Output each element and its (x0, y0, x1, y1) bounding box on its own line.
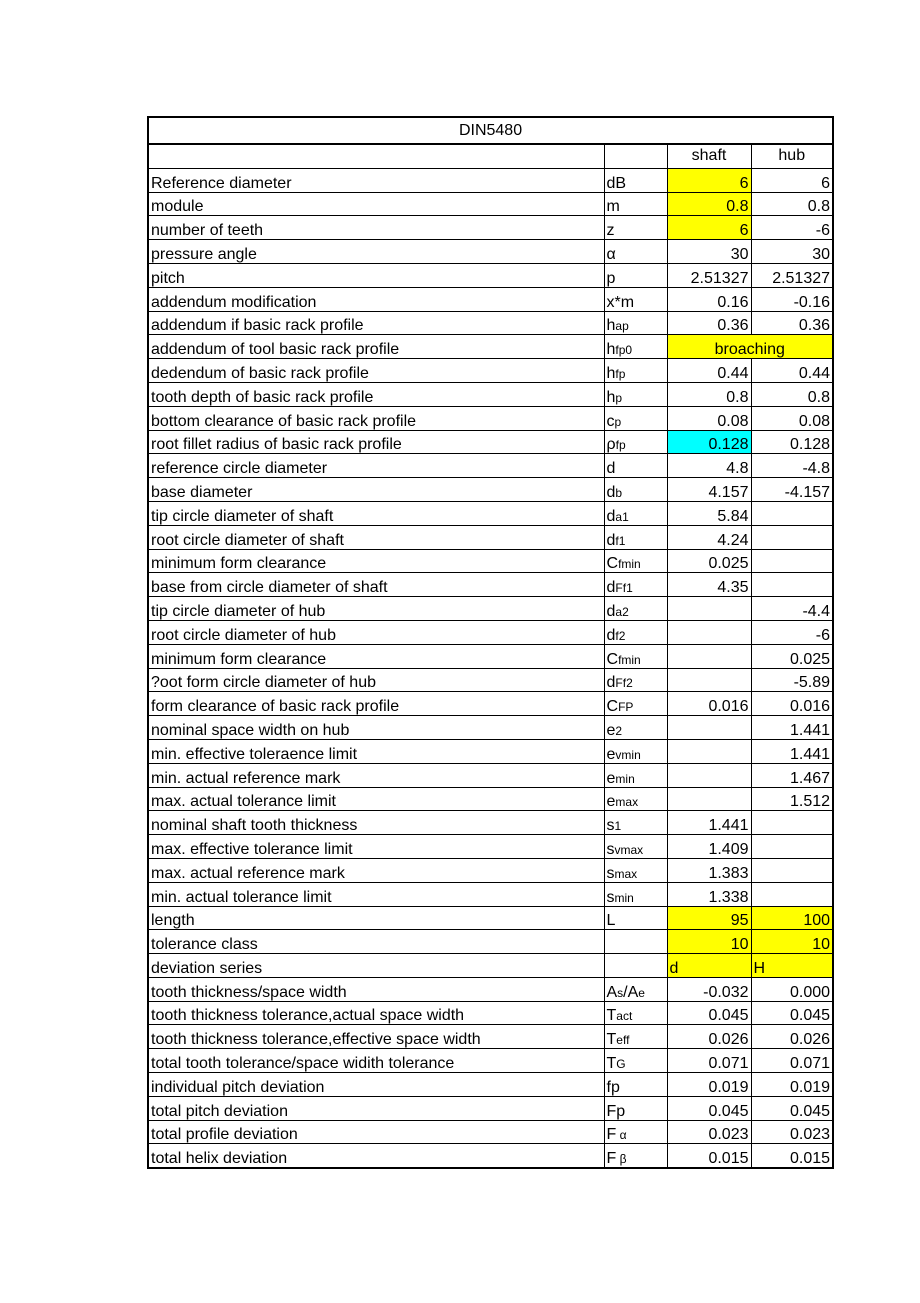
symbol-subscript: e (638, 985, 645, 1000)
hub-value[interactable]: 0.8 (751, 382, 833, 406)
shaft-value[interactable]: 30 (667, 240, 751, 264)
symbol-subscript: vmin (615, 747, 641, 762)
symbol-text: d (606, 626, 616, 644)
parameter-symbol[interactable] (604, 1096, 667, 1120)
parameter-name[interactable]: min. actual reference mark (148, 763, 604, 787)
parameter-symbol[interactable] (604, 359, 667, 383)
parameter-symbol[interactable] (604, 192, 667, 216)
shaft-value[interactable] (667, 644, 751, 668)
parameter-name[interactable]: tooth thickness/space width (148, 977, 604, 1001)
symbol-text: h (606, 364, 616, 382)
symbol-subscript: fp (615, 438, 626, 453)
parameter-symbol[interactable] (604, 1073, 667, 1097)
parameter-symbol[interactable] (604, 597, 667, 621)
parameter-name[interactable]: total pitch deviation (148, 1096, 604, 1120)
parameter-symbol[interactable] (604, 977, 667, 1001)
symbol-subscript: fp (615, 366, 626, 381)
table-row (148, 763, 833, 787)
hub-value[interactable]: H (751, 954, 833, 978)
hub-value[interactable]: 0.026 (751, 1025, 833, 1049)
parameter-name[interactable]: tooth depth of basic rack profile (148, 382, 604, 406)
parameter-symbol[interactable] (604, 263, 667, 287)
shaft-value[interactable]: 0.023 (667, 1120, 751, 1144)
header-hub[interactable]: hub (751, 144, 833, 168)
parameter-name[interactable]: length (148, 906, 604, 930)
shaft-value[interactable]: d (667, 954, 751, 978)
shaft-value[interactable] (667, 716, 751, 740)
shaft-value[interactable]: 0.16 (667, 287, 751, 311)
parameter-symbol[interactable] (604, 1049, 667, 1073)
parameter-symbol[interactable] (604, 858, 667, 882)
symbol-subscript: ap (615, 319, 629, 334)
parameter-name[interactable]: tip circle diameter of shaft (148, 501, 604, 525)
parameter-symbol[interactable] (604, 287, 667, 311)
parameter-symbol[interactable] (604, 811, 667, 835)
shaft-value[interactable]: 0.8 (667, 192, 751, 216)
hub-value[interactable]: 0.000 (751, 977, 833, 1001)
table-row (148, 644, 833, 668)
symbol-subscript: min (614, 890, 634, 905)
parameter-symbol[interactable] (604, 168, 667, 192)
shaft-value[interactable]: 0.8 (667, 382, 751, 406)
shaft-value[interactable]: 0.36 (667, 311, 751, 335)
table-row (148, 882, 833, 906)
shaft-value[interactable]: 0.08 (667, 406, 751, 430)
shaft-value[interactable]: 1.338 (667, 882, 751, 906)
parameter-symbol[interactable] (604, 216, 667, 240)
hub-value[interactable] (751, 573, 833, 597)
hub-value[interactable] (751, 549, 833, 573)
symbol-text: F (606, 1126, 617, 1144)
table-row (148, 240, 833, 264)
table-row (148, 1049, 833, 1073)
table-row (148, 811, 833, 835)
parameter-symbol[interactable] (604, 311, 667, 335)
parameter-symbol[interactable] (604, 930, 667, 954)
hub-value[interactable]: -4.4 (751, 597, 833, 621)
symbol-subscript: b (615, 485, 623, 500)
table-row (148, 835, 833, 859)
symbol-text: Fp (606, 1102, 626, 1120)
symbol-subscript: s (617, 985, 624, 1000)
parameter-symbol[interactable] (604, 525, 667, 549)
hub-value[interactable] (751, 835, 833, 859)
symbol-text: T (606, 1031, 617, 1049)
symbol-subscript: min (615, 771, 635, 786)
symbol-subscript: vmax (614, 842, 644, 857)
parameter-name[interactable]: nominal space width on hub (148, 716, 604, 740)
shaft-value[interactable]: 1.383 (667, 858, 751, 882)
table-row (148, 525, 833, 549)
shaft-value[interactable] (667, 620, 751, 644)
hub-value[interactable]: 10 (751, 930, 833, 954)
parameter-symbol[interactable] (604, 549, 667, 573)
shaft-value[interactable] (667, 787, 751, 811)
parameter-symbol[interactable] (604, 335, 667, 359)
symbol-text: e (606, 793, 616, 811)
symbol-subscript: max (615, 795, 639, 810)
shaft-value[interactable]: 0.025 (667, 549, 751, 573)
table-row (148, 359, 833, 383)
symbol-text: A (606, 983, 618, 1001)
title-row (148, 117, 833, 144)
symbol-text: d (606, 602, 616, 620)
symbol-text: h (606, 317, 616, 335)
hub-value[interactable]: 0.023 (751, 1120, 833, 1144)
hub-value[interactable] (751, 501, 833, 525)
symbol-text: C (606, 698, 619, 716)
hub-value[interactable]: 0.071 (751, 1049, 833, 1073)
hub-value[interactable]: 2.51327 (751, 263, 833, 287)
symbol-text: fp (606, 1078, 620, 1096)
table-row (148, 382, 833, 406)
hub-value[interactable]: 0.045 (751, 1096, 833, 1120)
parameter-symbol[interactable] (604, 882, 667, 906)
shaft-value[interactable]: 5.84 (667, 501, 751, 525)
hub-value[interactable] (751, 525, 833, 549)
symbol-text: x*m (606, 293, 635, 311)
parameter-symbol[interactable] (604, 1001, 667, 1025)
parameter-name[interactable]: minimum form clearance (148, 644, 604, 668)
table-row (148, 977, 833, 1001)
shaft-value[interactable]: 0.019 (667, 1073, 751, 1097)
hub-value[interactable]: 1.441 (751, 716, 833, 740)
table-row (148, 263, 833, 287)
symbol-subscript: p (615, 390, 623, 405)
symbol-subscript: fmin (618, 557, 641, 572)
hub-value[interactable]: 1.512 (751, 787, 833, 811)
hub-value[interactable]: -6 (751, 620, 833, 644)
parameter-symbol[interactable] (604, 454, 667, 478)
parameter-symbol[interactable] (604, 478, 667, 502)
shaft-value[interactable]: 2.51327 (667, 263, 751, 287)
parameter-name[interactable]: individual pitch deviation (148, 1073, 604, 1097)
symbol-text: α (606, 245, 616, 263)
shaft-value[interactable]: 0.045 (667, 1001, 751, 1025)
hub-value[interactable]: 0.8 (751, 192, 833, 216)
table-row (148, 192, 833, 216)
symbol-subscript: a2 (615, 604, 629, 619)
symbol-text: z (606, 222, 615, 240)
hub-value[interactable]: -4.8 (751, 454, 833, 478)
symbol-subscript: G (616, 1057, 626, 1072)
shaft-value[interactable] (667, 597, 751, 621)
parameter-name[interactable]: root circle diameter of hub (148, 620, 604, 644)
parameter-symbol[interactable] (604, 573, 667, 597)
shaft-value[interactable]: 95 (667, 906, 751, 930)
shaft-value[interactable]: 0.071 (667, 1049, 751, 1073)
parameter-name[interactable]: root circle diameter of shaft (148, 525, 604, 549)
shaft-value[interactable]: 0.128 (667, 430, 751, 454)
table-row (148, 1096, 833, 1120)
parameter-name[interactable]: max. actual reference mark (148, 858, 604, 882)
table-row (148, 549, 833, 573)
shaft-value[interactable]: 1.441 (667, 811, 751, 835)
symbol-text: m (606, 198, 620, 216)
symbol-text: F (606, 1150, 617, 1168)
symbol-text: d (606, 460, 616, 478)
table-row (148, 692, 833, 716)
symbol-text: d (606, 507, 616, 525)
symbol-text: s (606, 864, 615, 882)
hub-value[interactable] (751, 882, 833, 906)
table-row (148, 311, 833, 335)
parameter-symbol[interactable] (604, 954, 667, 978)
symbol-text: e (606, 721, 616, 739)
symbol-subscript: 1 (614, 819, 622, 834)
hub-value[interactable]: 1.467 (751, 763, 833, 787)
symbol-text: e (606, 769, 616, 787)
hub-value[interactable]: 0.36 (751, 311, 833, 335)
table-row (148, 335, 833, 359)
table-row (148, 501, 833, 525)
hub-value[interactable]: 0.44 (751, 359, 833, 383)
parameter-symbol[interactable] (604, 739, 667, 763)
hub-value[interactable]: 100 (751, 906, 833, 930)
table-row (148, 1025, 833, 1049)
symbol-subscript: f1 (615, 533, 626, 548)
parameter-name[interactable]: tip circle diameter of hub (148, 597, 604, 621)
table-row (148, 716, 833, 740)
table-row (148, 1120, 833, 1144)
symbol-subscript: Ff1 (615, 581, 633, 596)
parameter-symbol[interactable] (604, 1120, 667, 1144)
symbol-text: ρ (606, 436, 616, 454)
shaft-value[interactable] (667, 668, 751, 692)
symbol-subscript: act (616, 1009, 633, 1024)
parameter-name[interactable]: tooth thickness tolerance,effective space width (148, 1025, 604, 1049)
symbol-text: /A (623, 983, 639, 1001)
shaft-value[interactable] (667, 739, 751, 763)
parameter-name[interactable]: addendum modification (148, 287, 604, 311)
symbol-subscript: eff (616, 1033, 630, 1048)
symbol-text: d (606, 674, 616, 692)
shaft-value[interactable] (667, 763, 751, 787)
parameter-name[interactable]: root fillet radius of basic rack profile (148, 430, 604, 454)
table-row (148, 954, 833, 978)
parameter-name[interactable]: Reference diameter (148, 168, 604, 192)
table-row (148, 287, 833, 311)
symbol-text: C (606, 555, 619, 573)
hub-value[interactable]: -4.157 (751, 478, 833, 502)
table-row (148, 930, 833, 954)
symbol-text: T (606, 1055, 617, 1073)
table-row (148, 739, 833, 763)
table-row (148, 668, 833, 692)
parameter-symbol[interactable] (604, 1144, 667, 1168)
shaft-value[interactable]: 1.409 (667, 835, 751, 859)
symbol-subscript: 2 (615, 723, 623, 738)
symbol-text: T (606, 1007, 617, 1025)
symbol-subscript: max (614, 866, 638, 881)
symbol-subscript: α (616, 1128, 627, 1143)
hub-value[interactable]: -6 (751, 216, 833, 240)
shaft-value[interactable]: 0.016 (667, 692, 751, 716)
symbol-text: h (606, 388, 616, 406)
symbol-text: s (606, 817, 615, 835)
hub-value[interactable]: 0.128 (751, 430, 833, 454)
header-shaft[interactable]: shaft (667, 144, 751, 168)
parameter-symbol[interactable] (604, 906, 667, 930)
symbol-text: e (606, 745, 616, 763)
table-row (148, 216, 833, 240)
parameter-name[interactable]: max. effective tolerance limit (148, 835, 604, 859)
hub-value[interactable]: 30 (751, 240, 833, 264)
parameter-name[interactable]: min. effective toleraence limit (148, 739, 604, 763)
table-row (148, 858, 833, 882)
table-row (148, 454, 833, 478)
hub-value[interactable]: 6 (751, 168, 833, 192)
symbol-text: p (606, 269, 616, 287)
parameter-name[interactable]: total helix deviation (148, 1144, 604, 1168)
parameter-name[interactable]: total tooth tolerance/space widith tolerance (148, 1049, 604, 1073)
symbol-subscript: β (616, 1152, 627, 1167)
din5480-table (147, 116, 834, 1169)
parameter-name[interactable]: minimum form clearance (148, 549, 604, 573)
parameter-name[interactable]: ?oot form circle diameter of hub (148, 668, 604, 692)
parameter-symbol[interactable] (604, 716, 667, 740)
hub-value[interactable]: 1.441 (751, 739, 833, 763)
shaft-value[interactable]: 4.157 (667, 478, 751, 502)
parameter-name[interactable]: bottom clearance of basic rack profile (148, 406, 604, 430)
symbol-subscript: a1 (615, 509, 629, 524)
parameter-symbol[interactable] (604, 501, 667, 525)
parameter-name[interactable]: form clearance of basic rack profile (148, 692, 604, 716)
symbol-text: s (606, 840, 615, 858)
parameter-symbol[interactable] (604, 692, 667, 716)
symbol-text: dB (606, 174, 627, 192)
parameter-symbol[interactable] (604, 382, 667, 406)
parameter-symbol[interactable] (604, 668, 667, 692)
symbol-text: L (606, 912, 616, 930)
table-row (148, 1073, 833, 1097)
symbol-subscript: Ff2 (615, 676, 633, 691)
symbol-subscript: FP (618, 700, 634, 715)
symbol-text: C (606, 650, 619, 668)
symbol-subscript: fp0 (615, 343, 633, 358)
table-row (148, 620, 833, 644)
parameter-symbol[interactable] (604, 406, 667, 430)
shaft-value[interactable]: 6 (667, 168, 751, 192)
hub-value[interactable]: 0.025 (751, 644, 833, 668)
symbol-text: h (606, 341, 616, 359)
shaft-value[interactable]: 0.045 (667, 1096, 751, 1120)
shaft-value[interactable]: 0.44 (667, 359, 751, 383)
parameter-name[interactable]: tolerance class (148, 930, 604, 954)
hub-value[interactable]: 0.015 (751, 1144, 833, 1168)
symbol-text: d (606, 579, 616, 597)
hub-value[interactable]: 0.019 (751, 1073, 833, 1097)
hub-value[interactable]: 0.045 (751, 1001, 833, 1025)
parameter-symbol[interactable] (604, 787, 667, 811)
merged-value-cell[interactable]: broaching (667, 335, 833, 359)
parameter-symbol[interactable] (604, 835, 667, 859)
hub-value[interactable]: -0.16 (751, 287, 833, 311)
shaft-value[interactable]: 6 (667, 216, 751, 240)
header-row (148, 144, 833, 168)
table-row (148, 597, 833, 621)
parameter-name[interactable]: addendum of tool basic rack profile (148, 335, 604, 359)
parameter-name[interactable]: tooth thickness tolerance,actual space width (148, 1001, 604, 1025)
shaft-value[interactable]: 4.35 (667, 573, 751, 597)
parameter-name[interactable]: pitch (148, 263, 604, 287)
table-row (148, 787, 833, 811)
shaft-value[interactable]: 4.8 (667, 454, 751, 478)
table-row (148, 478, 833, 502)
symbol-text: d (606, 483, 616, 501)
table-row (148, 430, 833, 454)
shaft-value[interactable]: -0.032 (667, 977, 751, 1001)
symbol-text: d (606, 531, 616, 549)
table-row (148, 168, 833, 192)
parameter-symbol[interactable] (604, 240, 667, 264)
sheet-title[interactable]: DIN5480 (148, 117, 833, 144)
shaft-value[interactable]: 0.026 (667, 1025, 751, 1049)
parameter-symbol[interactable] (604, 430, 667, 454)
parameter-name[interactable]: dedendum of basic rack profile (148, 359, 604, 383)
table-row (148, 573, 833, 597)
shaft-value[interactable]: 4.24 (667, 525, 751, 549)
hub-value[interactable]: -5.89 (751, 668, 833, 692)
symbol-text: c (606, 412, 615, 430)
header-blank-name[interactable] (148, 144, 604, 168)
header-blank-symbol[interactable] (604, 144, 667, 168)
parameter-name[interactable]: reference circle diameter (148, 454, 604, 478)
parameter-name[interactable]: module (148, 192, 604, 216)
hub-value[interactable] (751, 811, 833, 835)
symbol-subscript: fmin (618, 652, 641, 667)
symbol-subscript: p (614, 414, 622, 429)
parameter-name[interactable]: max. actual tolerance limit (148, 787, 604, 811)
parameter-name[interactable]: base diameter (148, 478, 604, 502)
parameter-symbol[interactable] (604, 644, 667, 668)
parameter-name[interactable]: number of teeth (148, 216, 604, 240)
table-row (148, 1144, 833, 1168)
parameter-name[interactable]: base from circle diameter of shaft (148, 573, 604, 597)
parameter-symbol[interactable] (604, 763, 667, 787)
shaft-value[interactable]: 10 (667, 930, 751, 954)
table-row (148, 406, 833, 430)
parameter-name[interactable]: pressure angle (148, 240, 604, 264)
hub-value[interactable]: 0.08 (751, 406, 833, 430)
parameter-name[interactable]: addendum if basic rack profile (148, 311, 604, 335)
parameter-name[interactable]: nominal shaft tooth thickness (148, 811, 604, 835)
symbol-subscript: f2 (615, 628, 626, 643)
table-row (148, 906, 833, 930)
parameter-symbol[interactable] (604, 620, 667, 644)
hub-value[interactable]: 0.016 (751, 692, 833, 716)
parameter-symbol[interactable] (604, 1025, 667, 1049)
table-row (148, 1001, 833, 1025)
symbol-text: s (606, 888, 615, 906)
hub-value[interactable] (751, 858, 833, 882)
parameter-name[interactable]: deviation series (148, 954, 604, 978)
shaft-value[interactable]: 0.015 (667, 1144, 751, 1168)
parameter-name[interactable]: min. actual tolerance limit (148, 882, 604, 906)
parameter-name[interactable]: total profile deviation (148, 1120, 604, 1144)
